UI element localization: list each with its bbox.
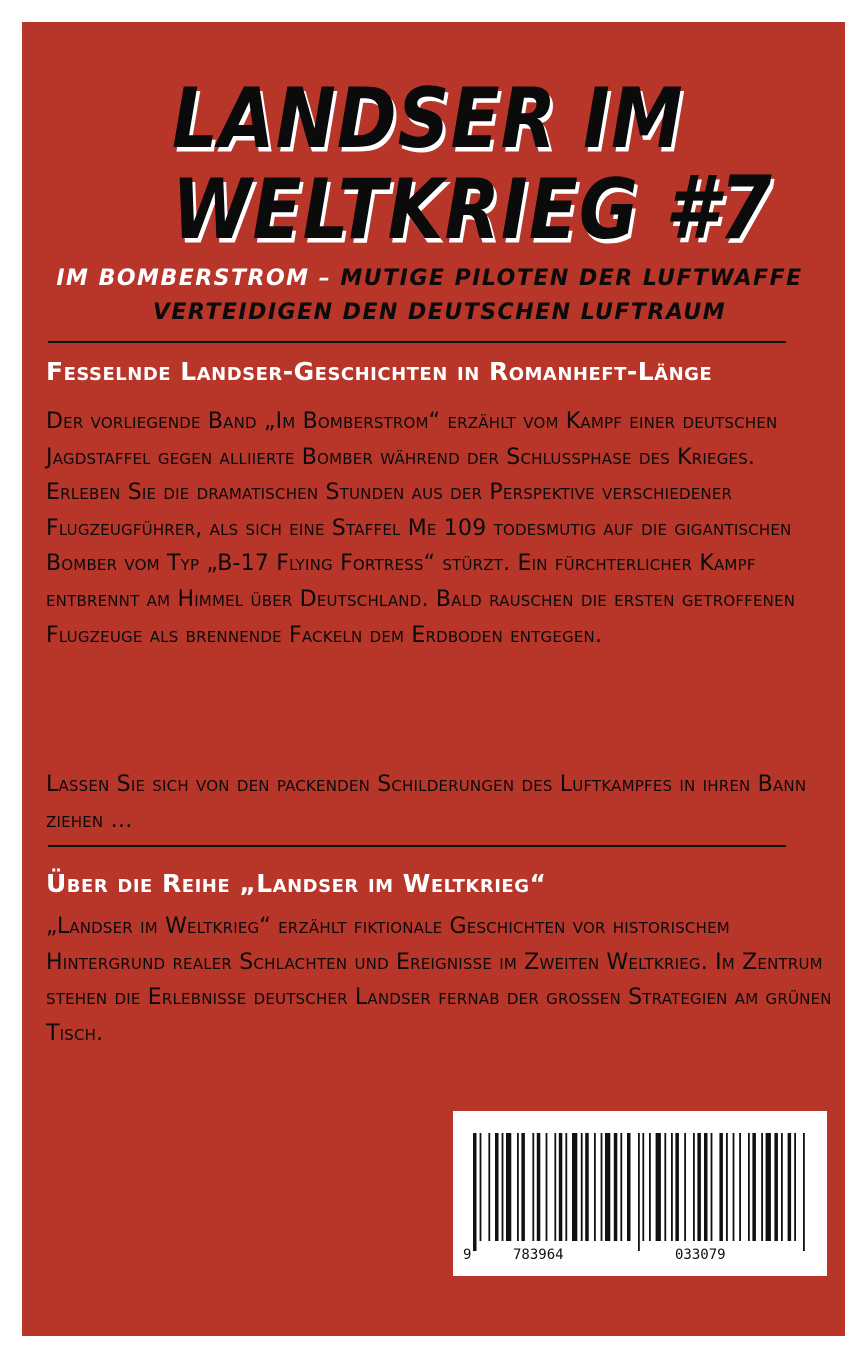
barcode-bar (803, 1133, 805, 1251)
barcode-bar (495, 1133, 499, 1241)
series-title-line-1: LANDSER IM (172, 69, 684, 167)
barcode-digits-left: 783964 (513, 1247, 564, 1263)
barcode-digit-prefix: 9 (463, 1247, 472, 1263)
series-title-word: WELTKRIEG (172, 160, 639, 258)
barcode-bar (532, 1133, 534, 1241)
barcode-bar (711, 1133, 713, 1241)
barcode-bar (726, 1133, 728, 1241)
teaser-paragraph: Lassen Sie sich von den packenden Schilderungen des Luftkampfes in ihren Bann ziehen … (46, 772, 807, 833)
barcode-bar (752, 1133, 756, 1241)
barcode-bar (788, 1133, 792, 1241)
barcode-bar (585, 1133, 589, 1241)
barcode-bar (649, 1133, 651, 1241)
barcode-bar (664, 1133, 666, 1241)
barcode-bar (693, 1133, 695, 1241)
barcode-bar (502, 1133, 504, 1241)
subtitle-line-2: VERTEIDIGEN DEN DEUTSCHEN LUFTRAUM (152, 300, 727, 325)
subtitle-line-1 (22, 262, 841, 296)
barcode-bar (506, 1133, 511, 1241)
barcode-bar (642, 1133, 644, 1241)
barcode-bar (748, 1133, 750, 1241)
barcode-bar (719, 1133, 723, 1241)
barcode-bar (554, 1133, 556, 1241)
barcode-bar (581, 1133, 583, 1241)
series-paragraph: „Landser im Weltkrieg“ erzählt fiktionale Geschichten vor historischem Hintergrund realer Schlachten und Ereignisse im Zweiten Weltkrieg. Im Zentrum stehen die Erlebnisse deutscher Landser fernab der großen Strategien am grünen Tisch. (46, 914, 832, 1046)
barcode-bar (488, 1133, 490, 1241)
barcode-bar (627, 1133, 631, 1241)
barcode-bars (473, 1133, 805, 1251)
barcode-bar (739, 1133, 741, 1241)
barcode-bar (480, 1133, 482, 1241)
issue-number: #7 (664, 156, 773, 259)
barcode-bar (517, 1133, 519, 1241)
barcode-bar (675, 1133, 679, 1241)
barcode-bar (794, 1133, 796, 1241)
barcode-bar (473, 1133, 477, 1251)
barcode-digits-right: 033079 (675, 1247, 726, 1263)
barcode-bar (684, 1133, 686, 1241)
barcode-bar (605, 1133, 610, 1241)
barcode-bar (656, 1133, 661, 1241)
barcode-bar (620, 1133, 622, 1241)
barcode-bar (601, 1133, 603, 1241)
barcode-bar (766, 1133, 771, 1241)
barcode-bar (594, 1133, 596, 1241)
divider (48, 845, 786, 847)
barcode-bar (774, 1133, 778, 1241)
band-tagline: MUTIGE PILOTEN DER LUFTWAFFE (340, 266, 803, 291)
barcode-bar (761, 1133, 763, 1241)
section-heading-synopsis: Fesselnde Landser-Geschichten in Romanheft-Länge (46, 357, 713, 386)
section-heading-series: Über die Reihe „Landser im Weltkrieg“ (46, 869, 547, 898)
divider (48, 341, 786, 343)
synopsis-paragraph: Der vorliegende Band „Im Bomberstrom“ erzählt vom Kampf einer deutschen Jagdstaffel gegen alliierte Bomber während der Schlussphase des Krieges. Erleben Sie die dramatischen Stunden aus der Perspektive verschiedener Flugzeugführer, als sich eine Staffel Me 109 todesmutig auf die gigantischen Bomber vom Typ „B-17 Flying Fortress“ stürzt. Ein fürchterlicher Kampf entbrennt am Himmel über Deutschland. Bald rauschen die ersten getroffenen Flugzeuge als brennende Fackeln dem Erdboden entgegen. (46, 409, 796, 648)
barcode-bar (559, 1133, 563, 1241)
barcode-bar (572, 1133, 577, 1241)
barcode-bar (546, 1133, 548, 1241)
barcode-bar (614, 1133, 618, 1241)
series-title-line-2 (172, 156, 845, 259)
barcode-bar (704, 1133, 708, 1241)
barcode-bar (733, 1133, 735, 1241)
band-title: IM BOMBERSTROM – (56, 266, 341, 291)
barcode-bar (671, 1133, 673, 1241)
barcode-bar (697, 1133, 701, 1241)
barcode-bar (638, 1133, 640, 1251)
barcode-graphic (453, 1111, 827, 1276)
barcode-bar (521, 1133, 525, 1241)
barcode-bar (781, 1133, 783, 1241)
barcode-bar (565, 1133, 567, 1241)
barcode-bar (537, 1133, 541, 1241)
back-cover (22, 22, 845, 1336)
isbn-barcode (453, 1111, 827, 1276)
